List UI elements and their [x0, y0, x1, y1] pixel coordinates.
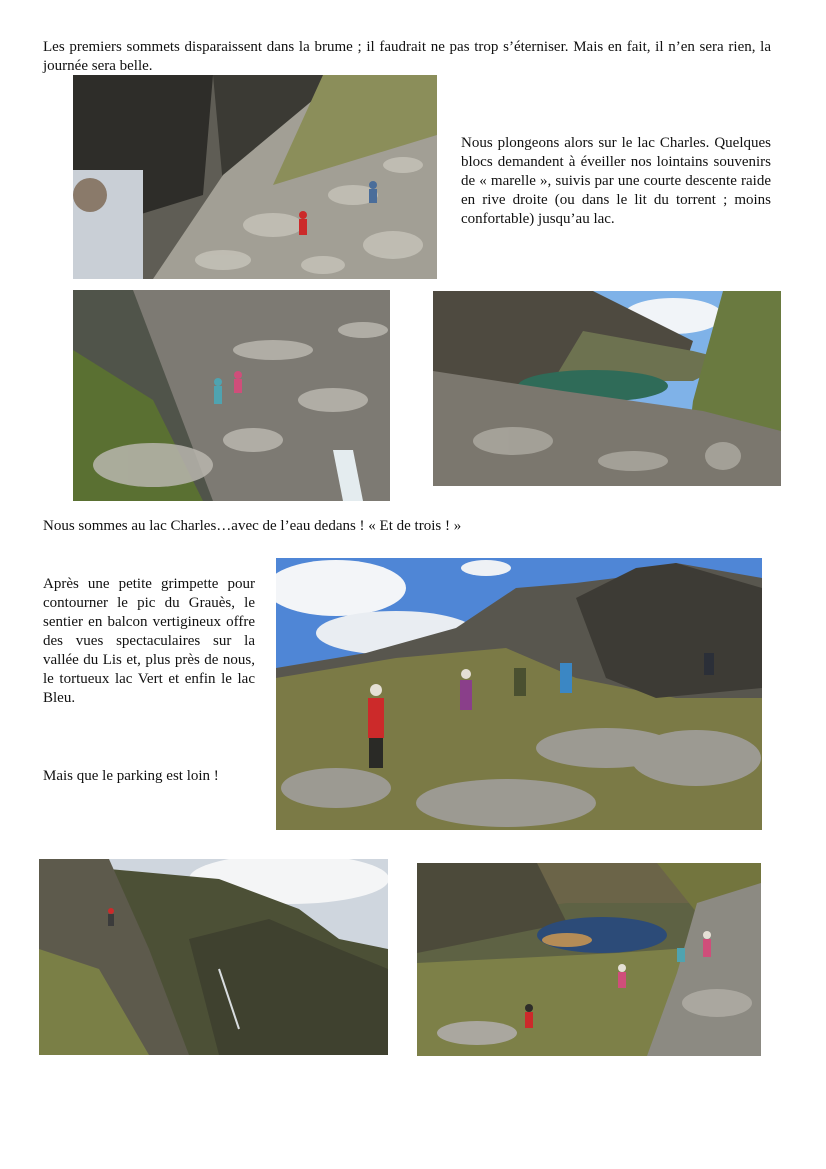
intro-paragraph: Les premiers sommets disparaissent dans la brume ; il faudrait ne pas trop s’éterniser. Mais en fait, il n’en sera rien, la journée sera belle.	[43, 39, 771, 74]
photo-lakes-below	[417, 863, 761, 1056]
photo-steep-valley	[39, 859, 388, 1055]
lac-charles-caption: Nous sommes au lac Charles…avec de l’eau dedans ! « Et de trois ! »	[43, 518, 462, 534]
photo-torrent-descent	[73, 290, 390, 501]
photo-group-ridge	[276, 558, 762, 830]
balcon-paragraph: Après une petite grimpette pour contourner le pic du Grauès, le sentier en balcon vertigineux offre des vues spectaculaires sur la vallée du Lis et, plus près de nous, le tortueux lac Vert et enfin le lac Bleu.	[43, 576, 255, 706]
photo-boulder-field	[73, 75, 437, 279]
parking-paragraph: Mais que le parking est loin !	[43, 768, 219, 784]
lac-charles-paragraph: Nous plongeons alors sur le lac Charles. Quelques blocs demandent à éveiller nos lointains souvenirs de « marelle », suivis par une courte descente raide en rive droite (ou dans le lit du torrent ; moins confortable) jusqu’au lac.	[461, 135, 771, 227]
photo-lac-charles	[433, 291, 781, 486]
